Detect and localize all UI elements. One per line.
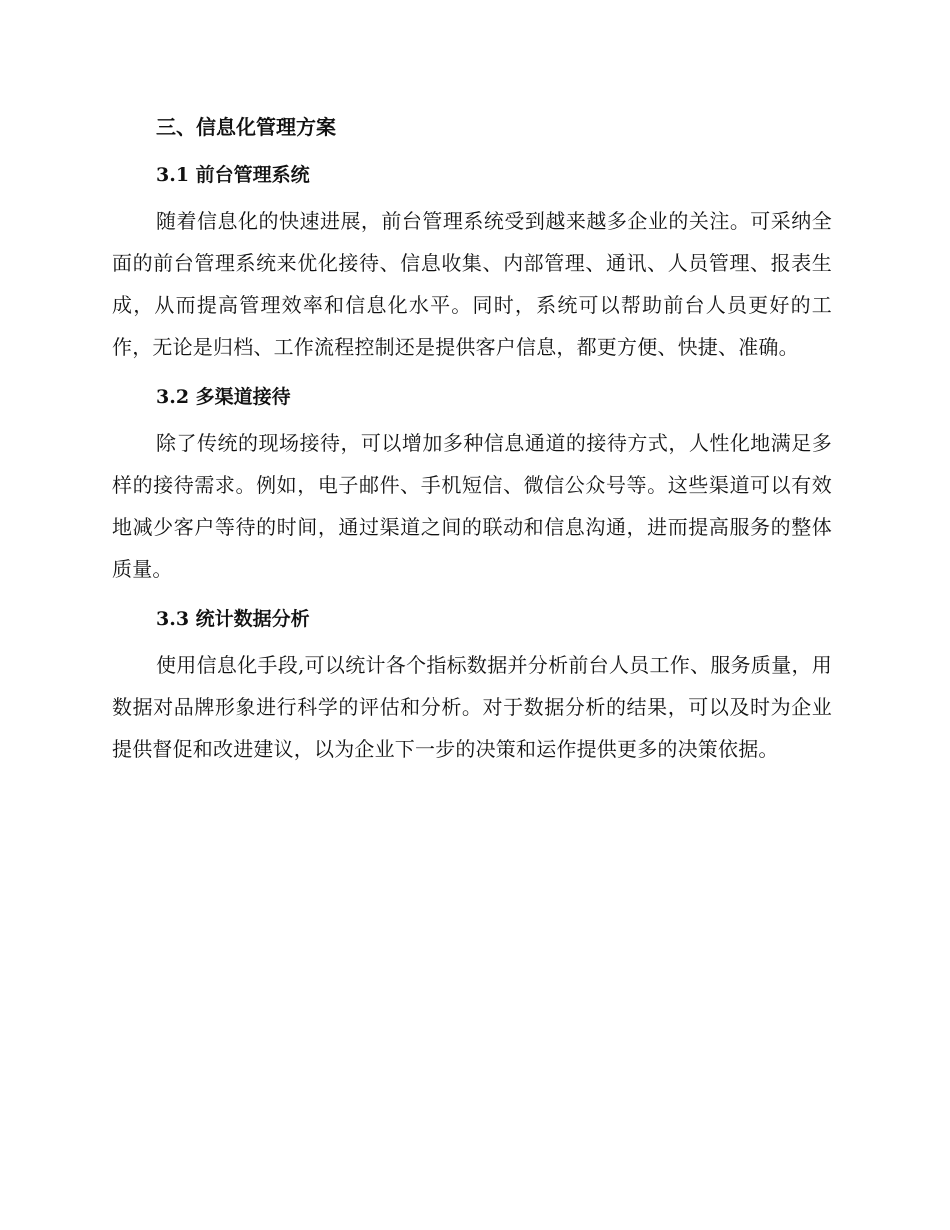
document-body bbox=[112, 108, 832, 770]
subsection-paragraph-3-3: 使用信息化手段,可以统计各个指标数据并分析前台人员工作、服务质量，用数据对品牌形象进行科学的评估和分析。对于数据分析的结果，可以及时为企业提供督促和改进建议，以为企业下一步的决策和运作提供更多的决策依据。 bbox=[112, 653, 832, 761]
subsection-heading-3-2: 3.2 多渠道接待 bbox=[156, 386, 291, 408]
subsection-heading-3-1: 3.1 前台管理系统 bbox=[156, 164, 310, 186]
section-title: 三、信息化管理方案 bbox=[156, 115, 336, 139]
subsection-heading-3-3: 3.3 统计数据分析 bbox=[156, 608, 310, 630]
subsection-paragraph-3-2: 除了传统的现场接待，可以增加多种信息通道的接待方式，人性化地满足多样的接待需求。例如，电子邮件、手机短信、微信公众号等。这些渠道可以有效地减少客户等待的时间，通过渠道之间的联动和信息沟通，进而提高服务的整体质量。 bbox=[112, 431, 832, 581]
subsection-paragraph-3-1: 随着信息化的快速进展，前台管理系统受到越来越多企业的关注。可采纳全面的前台管理系统来优化接待、信息收集、内部管理、通讯、人员管理、报表生成，从而提高管理效率和信息化水平。同时，系统可以帮助前台人员更好的工作，无论是归档、工作流程控制还是提供客户信息，都更方便、快捷、准确。 bbox=[112, 209, 832, 359]
